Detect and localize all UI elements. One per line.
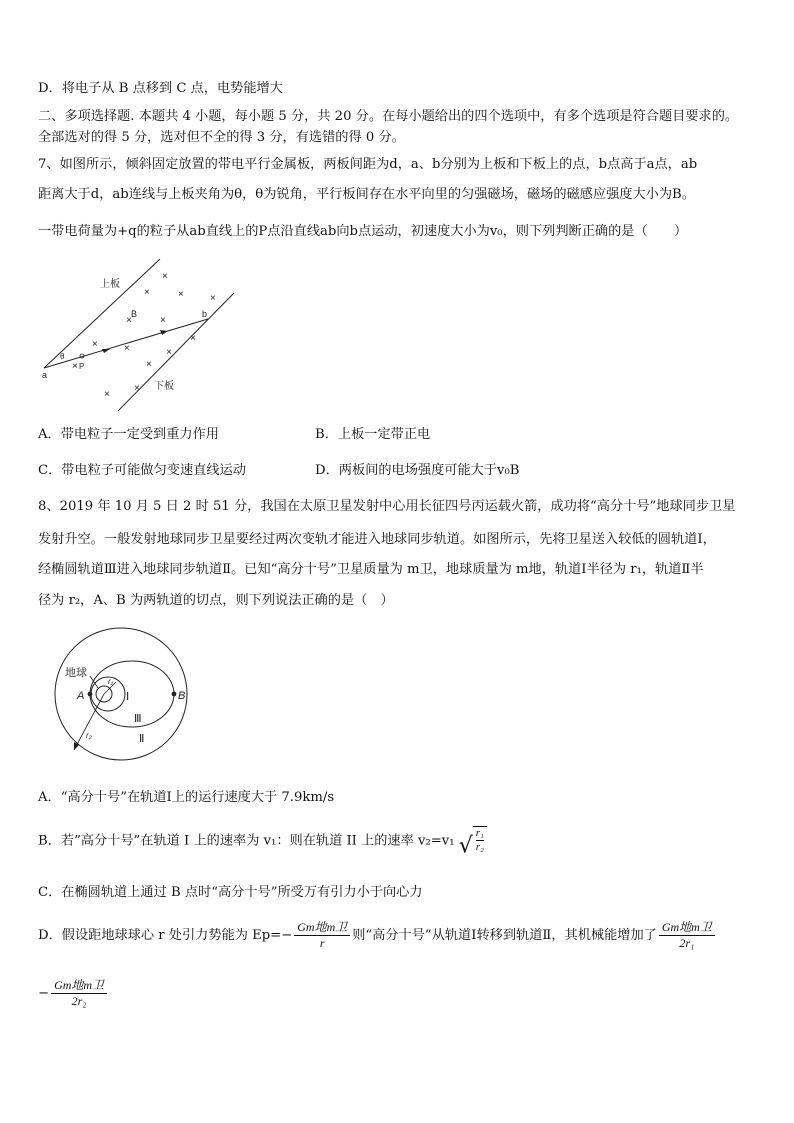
section2-header-line2: 全部选对的得 5 分，选对但不全的得 3 分，有选错的得 0 分。: [38, 130, 405, 145]
q7-option-b: B．上板一定带正电: [315, 427, 431, 442]
label-b: b: [202, 309, 208, 319]
sqrt-expression: [458, 826, 487, 859]
fraction-denominator: 2r₂: [71, 994, 87, 1008]
q8-option-b: [38, 826, 487, 859]
q7-figure: [38, 255, 248, 415]
sqrt-icon: √: [458, 833, 473, 859]
fraction-denominator: 2r₁: [679, 936, 695, 950]
magnetic-field-crosses: [72, 271, 216, 400]
q8-orbit-figure: [38, 622, 203, 762]
q7-stem-line2: 距离大于d，ab连线与上板夹角为θ，θ为锐角，平行板间存在水平向里的匀强磁场，磁场的磁感应强度大小为B。: [38, 187, 695, 202]
q8-option-b-text: B．若”高分十号”在轨道 I 上的速率为 v₁：则在轨道 II 上的速率 v₂=v₁: [38, 833, 455, 849]
q8-option-a: A．“高分十号”在轨道Ⅰ上的运行速度大于 7.9km/s: [38, 790, 335, 805]
cross-mark: ×: [166, 347, 172, 358]
q6-option-d: D．将电子从 B 点移到 C 点，电势能增大: [38, 81, 283, 96]
fraction-numerator: Gm地m卫: [51, 978, 107, 994]
fraction-potential: [294, 920, 350, 951]
label-r2: r₂: [86, 731, 92, 740]
q8-option-d-continued: [38, 978, 109, 1009]
sqrt-denominator: r₂: [475, 841, 484, 853]
q7-option-d: D．两板间的电场强度可能大于v₀B: [315, 463, 520, 478]
label-lower-plate: 下板: [154, 381, 174, 392]
point-a: [88, 692, 93, 697]
fraction-energy-2: [51, 978, 107, 1009]
q8-stem-line3: 经椭圆轨道Ⅲ进入地球同步轨道Ⅱ。已知“高分十号”卫星质量为 m卫，地球质量为 m地，轨道Ⅰ半径为 r₁，轨道Ⅱ半: [38, 562, 704, 577]
label-a: A: [77, 690, 85, 702]
orbit-ii-circle: [55, 628, 187, 760]
q8-stem-line1: 8、2019 年 10 月 5 日 2 时 51 分，我国在太原卫星发射中心用长征四号丙运载火箭，成功将“高分十号”地球同步卫星: [38, 499, 736, 514]
label-earth: 地球: [65, 667, 87, 679]
cross-mark: ×: [134, 383, 140, 394]
label-p: P: [79, 362, 85, 371]
label-orbit-iii: Ⅲ: [134, 713, 142, 725]
cross-mark: ×: [144, 287, 150, 298]
cross-mark: ×: [92, 339, 98, 350]
r2-arrow: [74, 694, 104, 750]
label-a: a: [42, 370, 48, 380]
q7-option-a: A．带电粒子一定受到重力作用: [38, 427, 219, 442]
q8-stem-line2: 发射升空。一般发射地球同步卫星要经过两次变轨才能进入地球同步轨道。如图所示，先将卫星送入较低的圆轨道Ⅰ，: [38, 532, 716, 547]
cross-mark: ×: [146, 359, 152, 370]
q7-option-c: C．带电粒子可能做匀变速直线运动: [38, 463, 246, 478]
cross-mark: ×: [124, 343, 130, 354]
fraction-energy-1: [659, 920, 715, 951]
point-b: [172, 692, 177, 697]
label-orbit-ii: Ⅱ: [139, 733, 145, 745]
q7-stem-line3: 一带电荷量为+q的粒子从ab直线上的P点沿直线ab向b点运动，初速度大小为v₀，则下列判断正确的是（ ）: [38, 224, 688, 239]
minus-sign: −: [38, 986, 50, 1001]
sqrt-numerator: r₁: [475, 827, 484, 839]
section2-header-line1: 二、多项选择题. 本题共 4 小题，每小题 5 分，共 20 分。在每小题给出的四个选项中，有多个选项是符合题目要求的。: [38, 109, 739, 124]
cross-mark: ×: [210, 293, 216, 304]
cross-mark: ×: [160, 315, 166, 326]
cross-mark: ×: [104, 389, 110, 400]
q8-option-d-mid: 则“高分十号”从轨道Ⅰ转移到轨道Ⅱ，其机械能增加了: [352, 928, 657, 943]
cross-mark: ×: [162, 271, 168, 282]
fraction-numerator: Gm地m卫: [659, 920, 715, 936]
fraction-numerator: Gm地m卫: [294, 920, 350, 936]
q8-option-c: C．在椭圆轨道上通过 B 点时“高分十号”所受万有引力小于向心力: [38, 885, 423, 900]
fraction-denominator: r: [319, 936, 325, 950]
q8-stem-line4: 径为 r₂，A、B 为两轨道的切点，则下列说法正确的是（ ）: [38, 593, 394, 608]
cross-mark: ×: [178, 289, 184, 300]
q7-stem-line1: 7、如图所示，倾斜固定放置的带电平行金属板，两板间距为d，a、b分别为上板和下板上的点，b点高于a点，ab: [38, 157, 698, 172]
arrow-icon: [160, 330, 168, 335]
label-upper-plate: 上板: [100, 279, 120, 290]
label-orbit-i: Ⅰ: [126, 691, 130, 703]
q8-option-d: [38, 920, 717, 951]
orbit-iii-ellipse: [90, 661, 174, 727]
label-theta: θ: [60, 352, 65, 361]
label-b: B: [178, 690, 186, 702]
cross-mark: ×: [190, 333, 196, 344]
cross-mark: ×: [126, 315, 132, 326]
q8-option-d-pre: D．假设距地球球心 r 处引力势能为 Ep=−: [38, 928, 293, 943]
label-b-field: B: [131, 309, 138, 319]
label-r1: r₁: [108, 677, 114, 686]
cross-mark: ×: [72, 361, 78, 372]
arrow-icon: [102, 349, 110, 353]
